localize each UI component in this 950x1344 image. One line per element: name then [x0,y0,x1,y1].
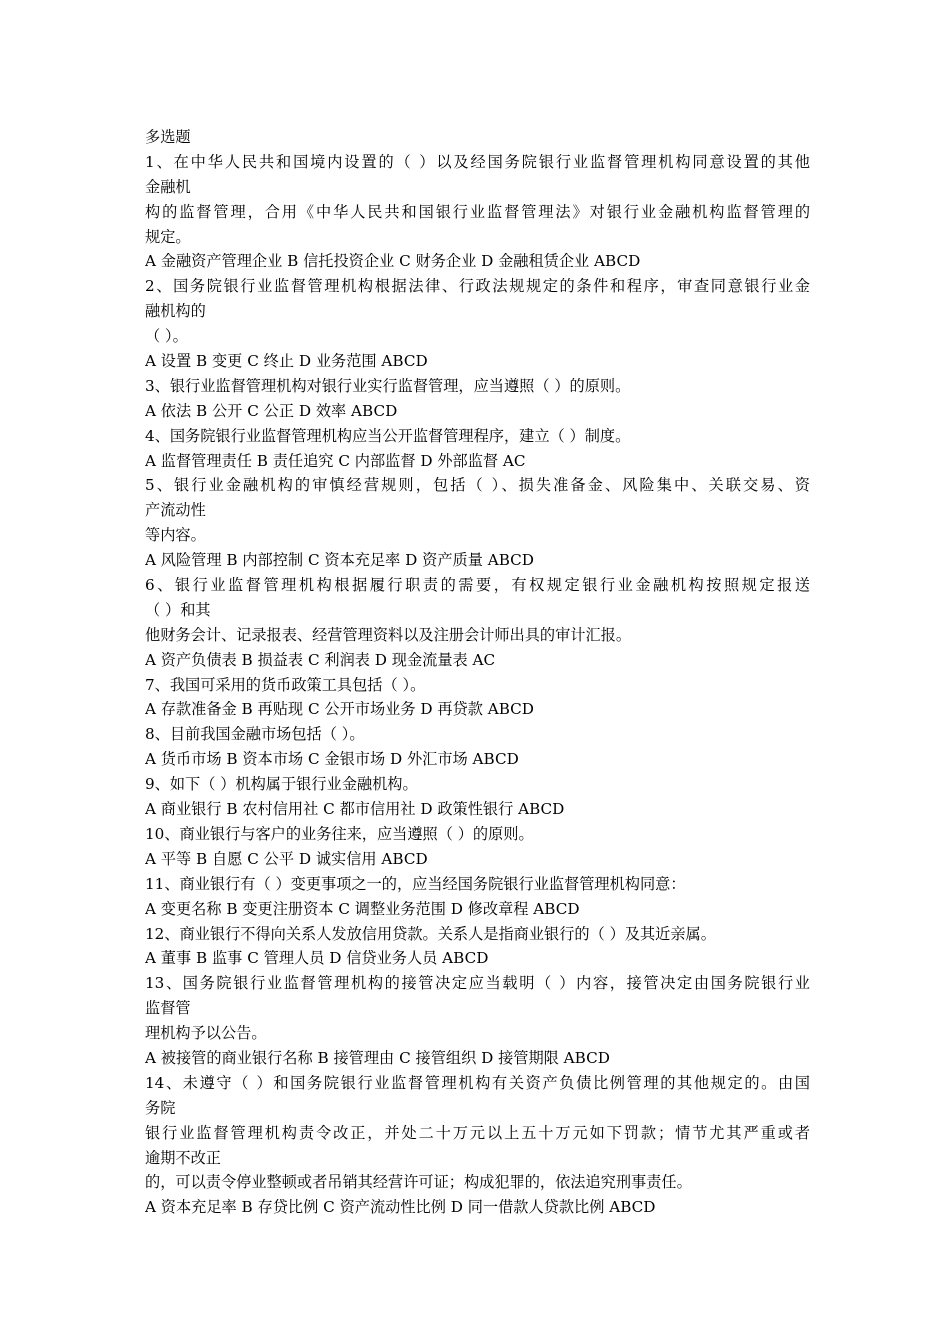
question-5-line: 5、银行业金融机构的审慎经营规则，包括（ ）、损失准备金、风险集中、关联交易、资 [145,476,810,495]
section-heading: 多选题 [145,128,191,146]
question-14-line: 逾期不改正 [145,1148,221,1167]
question-12-options: A 董事 B 监事 C 管理人员 D 信贷业务人员 ABCD [145,949,489,968]
question-4-line: 4、国务院银行业监督管理机构应当公开监督管理程序，建立（ ）制度。 [145,426,631,445]
question-4-options: A 监督管理责任 B 责任追究 C 内部监督 D 外部监督 AC [145,451,526,470]
question-8-line: 8、目前我国金融市场包括（ ）。 [145,725,365,744]
question-12-line: 12、商业银行不得向关系人发放信用贷款。关系人是指商业银行的（ ）及其近亲属。 [145,924,716,943]
question-6-line: （ ）和其 [145,600,211,619]
question-13-options: A 被接管的商业银行名称 B 接管理由 C 接管组织 D 接管期限 ABCD [145,1048,610,1067]
question-10-options: A 平等 B 自愿 C 公平 D 诚实信用 ABCD [145,849,428,868]
question-14-line: 14、未遵守（ ）和国务院银行业监督管理机构有关资产负债比例管理的其他规定的。由国 [145,1073,810,1092]
question-1-line: 规定。 [145,227,191,246]
question-6-line: 他财务会计、记录报表、经营管理资料以及注册会计师出具的审计汇报。 [145,625,631,644]
question-9-line: 9、如下（ ）机构属于银行业金融机构。 [145,775,418,794]
question-13-line: 13、国务院银行业监督管理机构的接管决定应当载明（ ）内容，接管决定由国务院银行业 [145,974,810,993]
question-6-options: A 资产负债表 B 损益表 C 利润表 D 现金流量表 AC [145,650,496,669]
question-7-options: A 存款准备金 B 再贴现 C 公开市场业务 D 再贷款 ABCD [145,700,534,719]
question-1-line: 金融机 [145,177,191,196]
question-13-line: 理机构予以公告。 [145,1024,267,1043]
question-7-line: 7、我国可采用的货币政策工具包括（ ）。 [145,675,426,694]
question-1-options: A 金融资产管理企业 B 信托投资企业 C 财务企业 D 金融租赁企业 ABCD [145,252,641,271]
question-11-line: 11、商业银行有（ ）变更事项之一的，应当经国务院银行业监督管理机构同意： [145,874,686,893]
question-6-line: 6、银行业监督管理机构根据履行职责的需要，有权规定银行业金融机构按照规定报送 [145,576,810,595]
question-1-line: 构的监督管理，合用《中华人民共和国银行业监督管理法》对银行业金融机构监督管理的 [145,202,810,221]
question-14-options: A 资本充足率 B 存贷比例 C 资产流动性比例 D 同一借款人贷款比例 ABCD [145,1198,656,1217]
question-3-options: A 依法 B 公开 C 公正 D 效率 ABCD [145,401,398,420]
question-10-line: 10、商业银行与客户的业务往来，应当遵照（ ）的原则。 [145,824,534,843]
question-3-line: 3、银行业监督管理机构对银行业实行监督管理，应当遵照（ ）的原则。 [145,376,631,395]
question-5-line: 产流动性 [145,501,206,520]
question-2-line: （ ）。 [145,327,188,346]
question-14-line: 务院 [145,1098,176,1117]
question-2-options: A 设置 B 变更 C 终止 D 业务范围 ABCD [145,352,428,371]
question-9-options: A 商业银行 B 农村信用社 C 都市信用社 D 政策性银行 ABCD [145,800,565,819]
question-5-options: A 风险管理 B 内部控制 C 资本充足率 D 资产质量 ABCD [145,551,534,570]
question-2-line: 融机构的 [145,302,206,321]
question-8-options: A 货币市场 B 资本市场 C 金银市场 D 外汇市场 ABCD [145,750,519,769]
question-14-line: 的，可以责令停业整顿或者吊销其经营许可证；构成犯罪的，依法追究刑事责任。 [145,1173,692,1192]
question-13-line: 监督管 [145,999,191,1018]
question-11-options: A 变更名称 B 变更注册资本 C 调整业务范围 D 修改章程 ABCD [145,899,580,918]
document-body [145,125,810,1220]
question-1-line: 1、在中华人民共和国境内设置的（ ）以及经国务院银行业监督管理机构同意设置的其他 [145,152,810,171]
question-14-line: 银行业监督管理机构责令改正，并处二十万元以上五十万元如下罚款；情节尤其严重或者 [145,1123,810,1142]
question-2-line: 2、国务院银行业监督管理机构根据法律、行政法规规定的条件和程序，审查同意银行业金 [145,277,810,296]
question-5-line: 等内容。 [145,526,206,545]
